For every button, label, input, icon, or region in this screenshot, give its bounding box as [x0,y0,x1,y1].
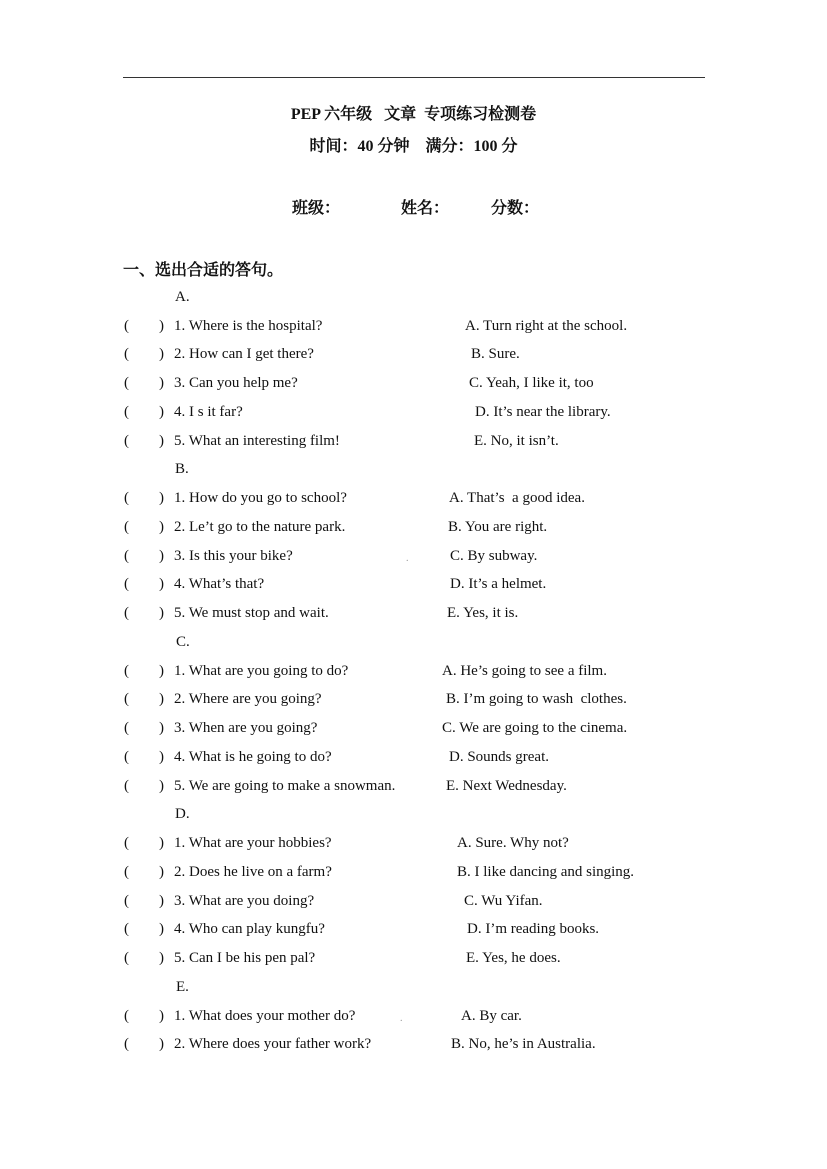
group-label-c: C. [176,634,190,650]
answer-option: D. It’s near the library. [475,404,611,420]
answer-option: E. Yes, he does. [466,950,561,966]
question: 3. Is this your bike? [174,548,293,564]
group-label-e: E. [176,979,189,995]
question: 5. What an interesting film! [174,433,340,449]
question: 4. Who can play kungfu? [174,921,325,937]
question: 3. When are you going? [174,720,318,736]
question: 4. What’s that? [174,576,265,592]
answer-paren: ( ) [124,375,164,391]
answer-paren: ( ) [124,921,164,937]
answer-option: B. No, he’s in Australia. [451,1036,596,1052]
question: 1. How do you go to school? [174,490,347,506]
answer-option: E. Yes, it is. [447,605,519,621]
question: 3. What are you doing? [174,893,315,909]
answer-option: A. By car. [461,1008,522,1024]
group-label-b: B. [175,461,189,477]
answer-option: A. That’s a good idea. [449,490,585,506]
answer-paren: ( ) [124,404,164,420]
answer-paren: ( ) [124,318,164,334]
answer-paren: ( ) [124,519,164,535]
question: 4. I s it far? [174,404,243,420]
question: 5. Can I be his pen pal? [174,950,316,966]
stray-dot: . [400,1013,403,1024]
answer-paren: ( ) [124,605,164,621]
stray-dot: . [406,553,409,564]
question: 2. How can I get there? [174,346,314,362]
question: 2. Where does your father work? [174,1036,372,1052]
answer-paren: ( ) [124,490,164,506]
question: 1. What are you going to do? [174,663,349,679]
answer-option: A. He’s going to see a film. [442,663,607,679]
answer-option: B. I’m going to wash clothes. [446,691,627,707]
answer-paren: ( ) [124,433,164,449]
question: 2. Where are you going? [174,691,322,707]
question: 3. Can you help me? [174,375,298,391]
page-title: PEP 六年级 文章 专项练习检测卷 [290,106,537,123]
answer-option: E. No, it isn’t. [474,433,559,449]
question: 5. We must stop and wait. [174,605,329,621]
top-rule [123,77,705,78]
answer-option: A. Turn right at the school. [465,318,628,334]
answer-paren: ( ) [124,950,164,966]
answer-paren: ( ) [124,835,164,851]
answer-paren: ( ) [124,749,164,765]
answer-option: D. It’s a helmet. [450,576,547,592]
answer-option: C. By subway. [450,548,538,564]
answer-paren: ( ) [124,663,164,679]
answer-paren: ( ) [124,548,164,564]
answer-paren: ( ) [124,864,164,880]
answer-option: E. Next Wednesday. [446,778,567,794]
answer-paren: ( ) [124,1008,164,1024]
group-label-d: D. [175,806,190,822]
group-label-a: A. [175,289,190,305]
class-label: 班级： [292,200,341,217]
answer-paren: ( ) [124,893,164,909]
answer-option: B. Sure. [471,346,520,362]
answer-paren: ( ) [124,720,164,736]
answer-option: B. I like dancing and singing. [457,864,635,880]
answer-paren: ( ) [124,778,164,794]
question: 2. Le’t go to the nature park. [174,519,346,535]
answer-paren: ( ) [124,346,164,362]
score-label: 分数： [491,200,540,217]
question: 4. What is he going to do? [174,749,332,765]
answer-option: B. You are right. [448,519,548,535]
exam-time-score: 时间：40 分钟 满分：100 分 [309,138,518,155]
question: 1. What are your hobbies? [174,835,332,851]
answer-option: C. Wu Yifan. [464,893,543,909]
question: 1. Where is the hospital? [174,318,323,334]
question: 2. Does he live on a farm? [174,864,332,880]
section-title: 一、选出合适的答句。 [123,262,284,279]
answer-option: D. Sounds great. [449,749,549,765]
question: 5. We are going to make a snowman. [174,778,396,794]
name-label: 姓名： [401,200,450,217]
answer-option: C. We are going to the cinema. [442,720,628,736]
answer-paren: ( ) [124,1036,164,1052]
answer-option: C. Yeah, I like it, too [469,375,594,391]
answer-paren: ( ) [124,576,164,592]
answer-paren: ( ) [124,691,164,707]
question: 1. What does your mother do? [174,1008,356,1024]
answer-option: A. Sure. Why not? [457,835,569,851]
answer-option: D. I’m reading books. [467,921,600,937]
